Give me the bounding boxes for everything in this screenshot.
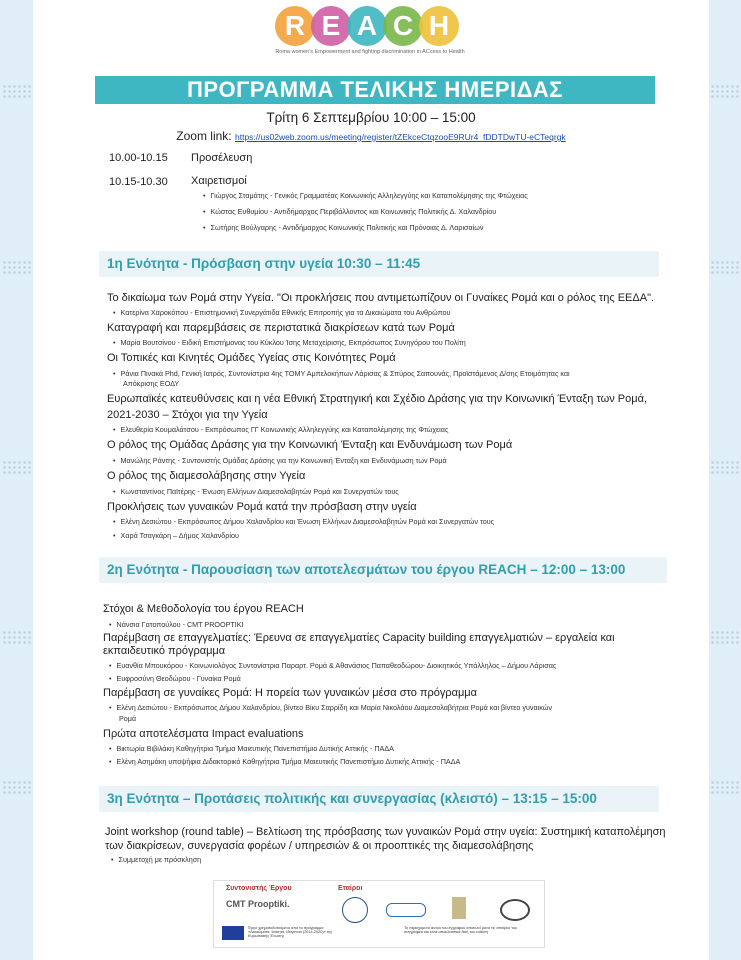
speaker-continued: Απόκρισης ΕΟΔΥ [123, 379, 180, 388]
decor-dots [705, 260, 739, 274]
speaker: • Κώστας Ευθυμίου - Αντιδήμαρχος Περιβάλλοντος και Κοινωνικής Πολιτικής Δ. Χαλανδρίου [203, 207, 496, 216]
speaker: • Νάνσια Γατοπούλου - CMT PROOPTIKI [109, 620, 244, 629]
decor-dots [2, 630, 36, 644]
partners-label: Εταίροι [338, 885, 363, 892]
speaker: • Κατερίνα Χαροκόπου - Επιστημονική Συνεργάτιδα Εθνικής Επιτροπής για τα Δικαιώματα του Ανθρώπου [113, 308, 450, 317]
decor-dots [2, 780, 36, 794]
section-1-header: 1η Ενότητα - Πρόσβαση στην υγεία 10:30 – 11:45 [99, 251, 659, 277]
disclaimer-text: Το περιεχόμενο αυτού του εγγράφου αποτελεί μόνο τις απόψεις του συγγραφέα και είναι αποκλειστικά δική του ευθύνη [404, 926, 518, 934]
speaker: • Ευανθία Μπουκόρου - Κοινωνιολόγος Συντονίστρια Παραρτ. Ρομά & Αθανάσιος Παπαθεοδώρου- Διοικητικός Υπάλληλος – Δήμου Λάρισας [109, 661, 556, 670]
logo-letter-r: R [275, 6, 315, 46]
speaker: • Μανώλης Ράντης - Συντονιστής Ομάδας Δράσης για την Κοινωνική Ένταξη και Ενδυνάμωση των Ρομά [113, 456, 447, 465]
zoom-row [33, 129, 709, 143]
agenda-item: Παρέμβαση σε γυναίκες Ρομά: Η πορεία των γυναικών μέσα στο πρόγραμμα [103, 687, 477, 699]
logo-letter-a: A [347, 6, 387, 46]
speaker: • Ελευθερία Κουμαλάτσου - Εκπρόσωπος ΓΓ Κοινωνικής Αλληλεγγύης και Καταπολέμησης της Φτώχειας [113, 425, 448, 434]
invitation-note: • Συμμετοχή με πρόσκληση [111, 855, 201, 864]
decor-dots [2, 260, 36, 274]
speaker: • Κωνσταντίνος Παϊτέρης - Ένωση Ελλήνων Διαμεσολαβητών Ρομά και Συνεργατών τους [113, 487, 399, 496]
speaker: • Χαρά Τσαγκάρη – Δήμος Χαλανδρίου [113, 531, 239, 540]
partner-logo-1 [342, 897, 368, 923]
speaker: • Γιώργος Σταμάτης - Γενικός Γραμματέας Κοινωνικής Αλληλεγγύης και Καταπολέμησης της Φτώχειας [203, 191, 528, 200]
time-slot: 10.15-10.30 [109, 176, 168, 188]
agenda-item: Ο ρόλος της διαμεσολάβησης στην Υγεία [107, 470, 306, 482]
speaker: • Σωτήρης Βούλγαρης - Αντιδήμαρχος Κοινωνικής Πολιτικής και Πρόνοιας Δ. Λαρισαίων [203, 223, 483, 232]
logo-letter-e: E [311, 6, 351, 46]
eu-funding-text: Έργο χρηματοδοτούμενο από το πρόγραμμα «Δικαιώματα, Ισότητα, Ιθαγένεια (2014-2020)» της Ευρωπαϊκής Ένωσης [248, 926, 333, 938]
agenda-item: Καταγραφή και παρεμβάσεις σε περιστατικά διακρίσεων κατά των Ρομά [107, 322, 455, 334]
agenda-item-continued: εκπαιδευτικό πρόγραμμα [103, 645, 226, 657]
program-page [33, 0, 709, 960]
cmt-logo: CMT Prooptiki. [226, 899, 290, 909]
arrival-label: Προσέλευση [191, 152, 253, 164]
zoom-label: Zoom link: [176, 129, 232, 143]
agenda-item: Πρώτα αποτελέσματα Impact evaluations [103, 728, 304, 740]
speaker: • Ευφροσύνη Θεοδώρου - Γυναίκα Ρομά [109, 674, 241, 683]
decor-dots [705, 460, 739, 474]
zoom-link[interactable]: https://us02web.zoom.us/meeting/register/tZEkceCtqzooE9RUr4_fDDTDwTU-eCTeqrgk [235, 132, 566, 142]
agenda-item: Το δικαίωμα των Ρομά στην Υγεία. "Οι προκλήσεις που αντιμετωπίζουν οι Γυναίκες Ρομά και ο ρόλος της ΕΕΔΑ". [107, 292, 655, 304]
section-3-header: 3η Ενότητα – Προτάσεις πολιτικής και συνεργασίας (κλειστό) – 13:15 – 15:00 [99, 786, 659, 812]
agenda-item: Παρέμβαση σε επαγγελματίες: Έρευνα σε επαγγελματίες Capacity building επαγγελματιών – εργαλεία και [103, 632, 615, 644]
time-slot: 10.00-10.15 [109, 152, 168, 164]
reach-logo [275, 6, 465, 68]
decor-dots [705, 630, 739, 644]
partner-logo-4 [500, 899, 530, 921]
speaker: • Ελένη Δεσιώτου - Εκπρόσωπος Δήμου Χαλανδρίου και Ένωση Ελλήνων Διαμεσολαβητών Ρομά και Συνεργατών τους [113, 517, 494, 526]
logo-tagline: Roma women's Empowerment and fighting discrimination in ACcess to Health [275, 49, 465, 55]
agenda-item: Ο ρόλος της Ομάδας Δράσης για την Κοινωνική Ένταξη και Ενδυνάμωση των Ρομά [107, 439, 513, 451]
speaker: • Ελένη Ασημάκη υποψήφια Διδακτορικό Καθηγήτρια Τμήμα Μαιευτικής Πανεπιστήμιο Δυτικής Αττικής - ΠΑΔΑ [109, 757, 460, 766]
event-date: Τρίτη 6 Σεπτεμβρίου 10:00 – 15:00 [266, 110, 476, 125]
speaker: • Μαρία Βουτσίνου - Ειδική Επιστήμονας του Κύκλου Ίσης Μεταχείρισης, Εκπρόσωπος Συνηγόρου του Πολίτη [113, 338, 466, 347]
agenda-item: Στόχοι & Μεθοδολογία του έργου REACH [103, 603, 304, 615]
agenda-item-continued: 2021-2030 – Στόχοι για την Υγεία [107, 409, 268, 421]
speaker: • Ελένη Δεσιώτου - Εκπρόσωπος Δήμου Χαλανδρίου, βίντεο Βίκυ Σαρρίδη και Μαρία Νικολάου Διαμεσολαβήτρια Ρομά και βίντεο γυναικών [109, 703, 552, 712]
decor-dots [705, 84, 739, 98]
greetings-label: Χαιρετισμοί [191, 175, 247, 187]
decor-dots [705, 780, 739, 794]
eu-flag-icon [222, 926, 244, 940]
decor-dots [2, 460, 36, 474]
logo-letter-c: C [383, 6, 423, 46]
logo-letter-h: H [419, 6, 459, 46]
partner-logo-3 [452, 897, 466, 919]
decor-dots [2, 84, 36, 98]
coordinator-label: Συντονιστής Έργου [226, 885, 292, 892]
workshop-line: Joint workshop (round table) – Βελτίωση της πρόσβασης των γυναικών Ρομά στην υγεία: Συστημική καταπολέμηση [105, 826, 666, 838]
speaker: • Ράνια Πινακά Phd, Γενική Ιατρός, Συντονίστρια 4ης ΤΟΜΥ Αμπελοκήπων Λάρισας & Σπύρος Σαπουνάς, Προϊστάμενος Δ/σης Ετοιμότητας και [113, 369, 570, 378]
partner-logo-2 [386, 903, 426, 917]
speaker-continued: Ρομά [119, 714, 137, 723]
page-title: ΠΡΟΓΡΑΜΜΑ ΤΕΛΙΚΗΣ ΗΜΕΡΙΔΑΣ [95, 76, 655, 104]
agenda-item: Προκλήσεις των γυναικών Ρομά κατά την πρόσβαση στην υγεία [107, 501, 417, 513]
speaker: • Βικτωρία Βιβιλάκη Καθηγήτρια Τμήμα Μαιευτικής Πανεπιστήμιο Δυτικής Αττικής - ΠΑΔΑ [109, 744, 394, 753]
section-2-header: 2η Ενότητα - Παρουσίαση των αποτελεσμάτων του έργου REACH – 12:00 – 13:00 [99, 557, 667, 583]
agenda-item: Ευρωπαϊκές κατευθύνσεις και η νέα Εθνική Στρατηγική και Σχέδιο Δράσης για την Κοινωνική Ένταξη των Ρομά, [107, 393, 647, 405]
footer-logos [213, 880, 545, 948]
agenda-item: Οι Τοπικές και Κινητές Ομάδες Υγείας στις Κοινότητες Ρομά [107, 352, 396, 364]
workshop-line-continued: των διακρίσεων, συνεργασία φορέων / υπηρεσιών & οι προοπτικές της διαμεσολάβησης [105, 840, 534, 852]
